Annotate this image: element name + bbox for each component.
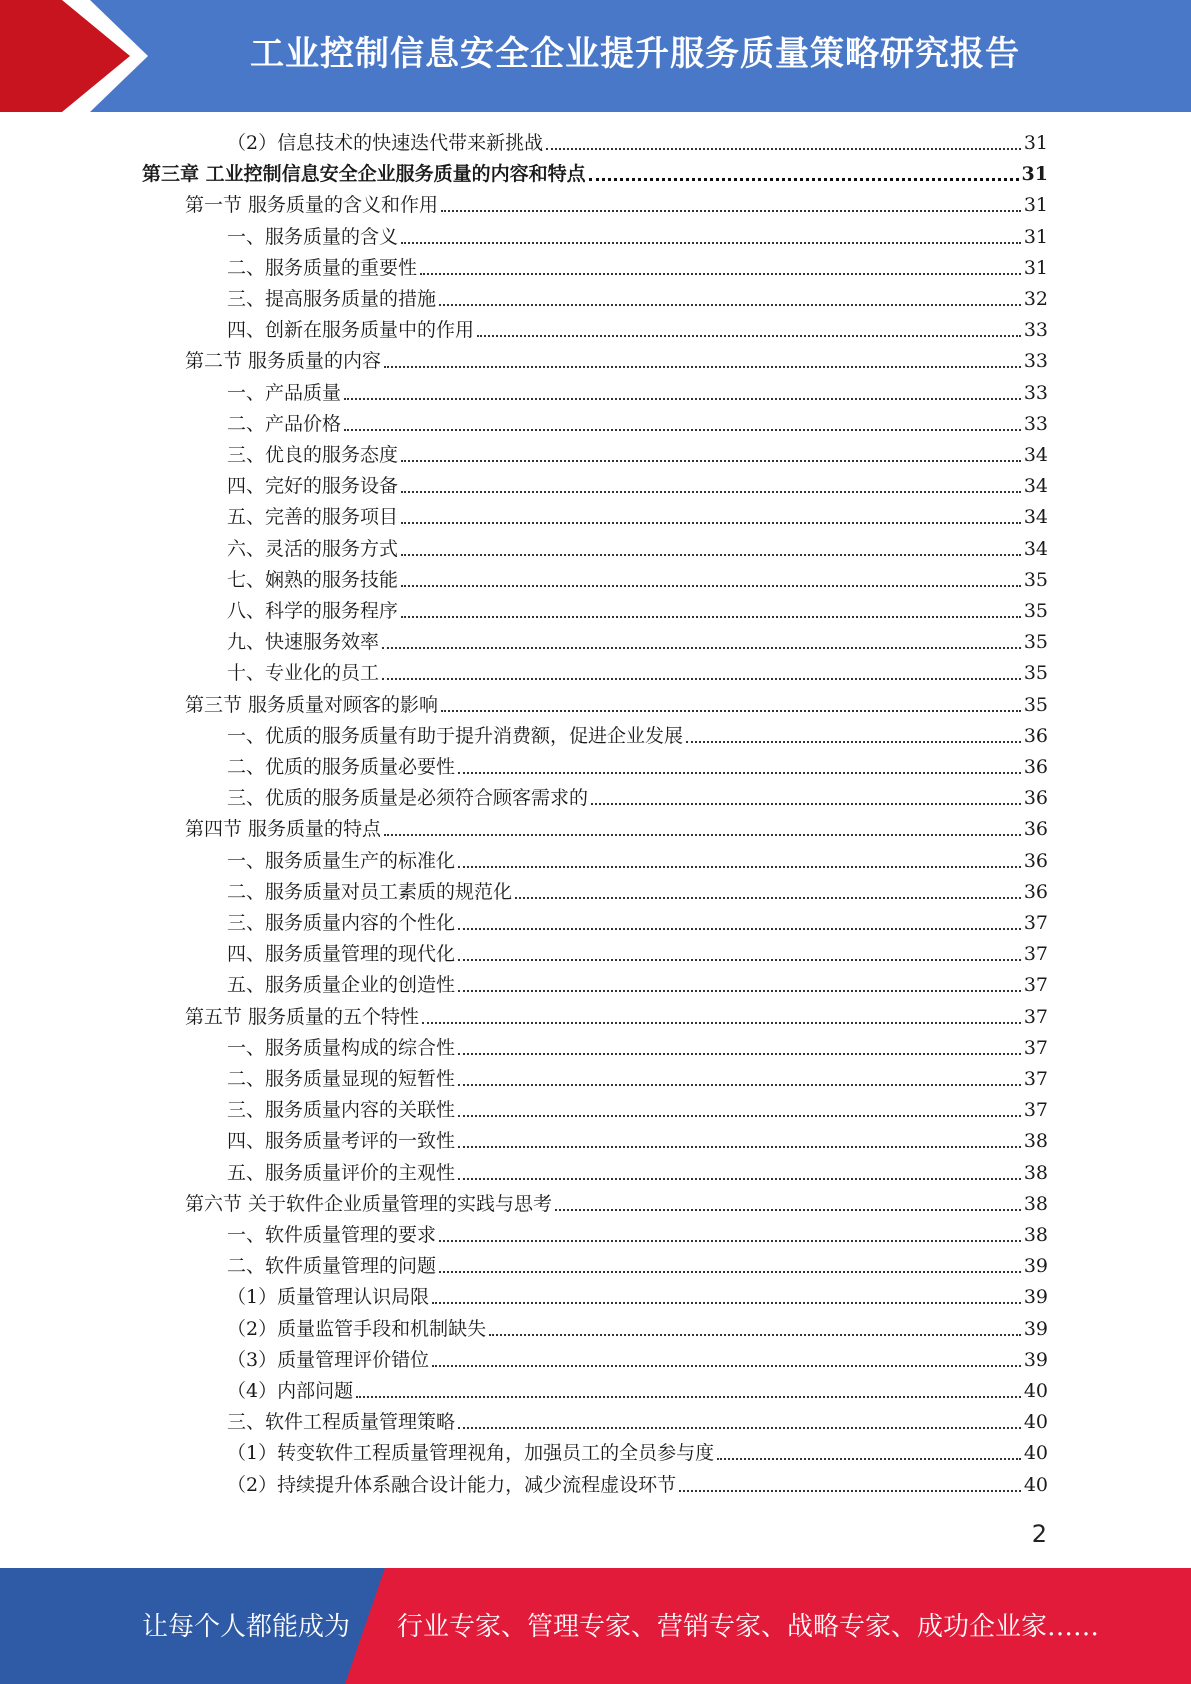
toc-entry[interactable] (227, 658, 1048, 686)
toc-dot-leader (458, 866, 1021, 868)
toc-dot-leader (546, 148, 1021, 150)
toc-entry-title: 五、完善的服务项目 (227, 506, 399, 528)
toc-dot-leader (477, 335, 1021, 337)
toc-entry-title: （1）质量管理认识局限 (227, 1286, 430, 1308)
toc-entry-page: 35 (1023, 569, 1048, 591)
toc-entry-title: 六、灵活的服务方式 (227, 538, 399, 560)
toc-entry-page: 36 (1023, 787, 1048, 809)
toc-entry-page: 37 (1023, 1099, 1048, 1121)
toc-entry[interactable] (227, 752, 1048, 780)
toc-entry[interactable] (227, 939, 1048, 967)
toc-entry-title: 一、服务质量生产的标准化 (227, 850, 456, 872)
toc-entry[interactable] (227, 783, 1048, 811)
toc-dot-leader (458, 959, 1021, 961)
toc-entry-title: 二、优质的服务质量必要性 (227, 756, 456, 778)
toc-dot-leader (717, 1458, 1021, 1460)
toc-entry-page: 34 (1023, 475, 1048, 497)
toc-entry-page: 34 (1023, 444, 1048, 466)
toc-dot-leader (382, 678, 1021, 680)
toc-entry-title: 四、完好的服务设备 (227, 475, 399, 497)
toc-entry[interactable] (185, 1189, 1048, 1217)
toc-dot-leader (401, 460, 1021, 462)
toc-entry-title: 三、服务质量内容的个性化 (227, 912, 456, 934)
toc-dot-leader (458, 990, 1021, 992)
toc-entry[interactable] (227, 1126, 1048, 1154)
toc-entry-page: 35 (1023, 631, 1048, 653)
toc-entry[interactable] (227, 721, 1048, 749)
toc-dot-leader (384, 834, 1021, 836)
toc-dot-leader (344, 398, 1021, 400)
toc-entry[interactable] (227, 1251, 1048, 1279)
toc-entry-page: 33 (1023, 382, 1048, 404)
toc-dot-leader (555, 1209, 1021, 1211)
toc-entry-title: 三、软件工程质量管理策略 (227, 1411, 456, 1433)
toc-entry-title: 三、优质的服务质量是必须符合顾客需求的 (227, 787, 589, 809)
toc-entry-page: 37 (1023, 1037, 1048, 1059)
toc-dot-leader (591, 803, 1021, 805)
toc-entry-title: 五、服务质量评价的主观性 (227, 1162, 456, 1184)
toc-entry-title: 第三节 服务质量对顾客的影响 (185, 694, 439, 716)
toc-entry[interactable] (227, 378, 1048, 406)
toc-dot-leader (432, 1365, 1021, 1367)
page-header (0, 0, 1191, 112)
toc-entry-title: （3）质量管理评价错位 (227, 1349, 430, 1371)
toc-entry[interactable] (142, 159, 1048, 187)
toc-entry[interactable] (227, 596, 1048, 624)
toc-entry[interactable] (227, 1345, 1048, 1373)
toc-entry[interactable] (227, 1220, 1048, 1248)
toc-entry-title: 第六节 关于软件企业质量管理的实践与思考 (185, 1193, 553, 1215)
toc-dot-leader (439, 304, 1021, 306)
toc-entry-title: 一、优质的服务质量有助于提升消费额，促进企业发展 (227, 725, 684, 747)
toc-entry-page: 34 (1023, 506, 1048, 528)
toc-entry-page: 38 (1023, 1224, 1048, 1246)
toc-dot-leader (458, 1053, 1021, 1055)
toc-entry-title: 七、娴熟的服务技能 (227, 569, 399, 591)
toc-dot-leader (422, 1022, 1021, 1024)
toc-entry[interactable] (227, 534, 1048, 562)
toc-entry-title: 八、科学的服务程序 (227, 600, 399, 622)
toc-dot-leader (458, 1115, 1021, 1117)
toc-dot-leader (401, 242, 1021, 244)
toc-dot-leader (458, 1427, 1021, 1429)
toc-entry-page: 33 (1023, 413, 1048, 435)
toc-dot-leader (441, 210, 1021, 212)
toc-entry-page: 34 (1023, 538, 1048, 560)
toc-entry[interactable] (227, 1470, 1048, 1498)
toc-entry[interactable] (227, 846, 1048, 874)
toc-entry-title: 一、服务质量的含义 (227, 226, 399, 248)
toc-entry-title: （2）信息技术的快速迭代带来新挑战 (227, 132, 544, 154)
toc-entry-page: 35 (1023, 662, 1048, 684)
toc-entry-title: 二、服务质量的重要性 (227, 257, 418, 279)
toc-dot-leader (401, 522, 1021, 524)
toc-entry-page: 31 (1021, 163, 1048, 185)
toc-entry-title: 第五节 服务质量的五个特性 (185, 1006, 420, 1028)
toc-entry[interactable] (227, 970, 1048, 998)
toc-entry-page: 40 (1023, 1380, 1048, 1402)
toc-entry-title: （1）转变软件工程质量管理视角，加强员工的全员参与度 (227, 1442, 715, 1464)
toc-dot-leader (686, 741, 1021, 743)
toc-entry[interactable] (227, 1314, 1048, 1342)
toc-entry-page: 38 (1023, 1162, 1048, 1184)
toc-entry[interactable] (227, 1095, 1048, 1123)
toc-entry[interactable] (185, 814, 1048, 842)
toc-entry-page: 32 (1023, 288, 1048, 310)
toc-entry-title: （4）内部问题 (227, 1380, 354, 1402)
toc-entry[interactable] (185, 690, 1048, 718)
toc-dot-leader (382, 647, 1021, 649)
toc-entry[interactable] (227, 1064, 1048, 1092)
toc-entry-title: 第四节 服务质量的特点 (185, 818, 382, 840)
toc-entry-title: 一、软件质量管理的要求 (227, 1224, 437, 1246)
toc-entry-title: 一、产品质量 (227, 382, 342, 404)
toc-entry-title: 三、提高服务质量的措施 (227, 288, 437, 310)
toc-entry-title: 四、服务质量管理的现代化 (227, 943, 456, 965)
toc-entry-page: 38 (1023, 1193, 1048, 1215)
toc-entry[interactable] (227, 128, 1048, 156)
toc-entry[interactable] (227, 471, 1048, 499)
toc-entry-page: 31 (1023, 132, 1048, 154)
toc-entry-title: 二、服务质量对员工素质的规范化 (227, 881, 513, 903)
toc-entry-title: 九、快速服务效率 (227, 631, 380, 653)
toc-dot-leader (441, 710, 1021, 712)
toc-entry[interactable] (227, 1376, 1048, 1404)
toc-entry-page: 31 (1023, 257, 1048, 279)
toc-entry-page: 35 (1023, 600, 1048, 622)
toc-entry-page: 37 (1023, 1006, 1048, 1028)
toc-entry-page: 36 (1023, 881, 1048, 903)
toc-entry-title: 四、创新在服务质量中的作用 (227, 319, 475, 341)
toc-entry-title: 一、服务质量构成的综合性 (227, 1037, 456, 1059)
toc-dot-leader (458, 1084, 1021, 1086)
toc-entry-page: 33 (1023, 350, 1048, 372)
toc-entry-title: 五、服务质量企业的创造性 (227, 974, 456, 996)
toc-entry-page: 39 (1023, 1255, 1048, 1277)
toc-entry[interactable] (227, 315, 1048, 343)
toc-entry[interactable] (227, 1438, 1048, 1466)
toc-dot-leader (356, 1396, 1021, 1398)
toc-entry-page: 39 (1023, 1349, 1048, 1371)
toc-entry-title: 三、优良的服务态度 (227, 444, 399, 466)
toc-entry-page: 31 (1023, 226, 1048, 248)
toc-entry-title: （2）质量监管手段和机制缺失 (227, 1318, 487, 1340)
toc-entry-title: 第一节 服务质量的含义和作用 (185, 194, 439, 216)
toc-entry-page: 31 (1023, 194, 1048, 216)
toc-entry[interactable] (227, 284, 1048, 312)
toc-entry-page: 37 (1023, 974, 1048, 996)
toc-entry-title: 四、服务质量考评的一致性 (227, 1130, 456, 1152)
toc-entry[interactable] (227, 409, 1048, 437)
toc-entry-title: 三、服务质量内容的关联性 (227, 1099, 456, 1121)
toc-dot-leader (458, 772, 1021, 774)
toc-dot-leader (458, 928, 1021, 930)
toc-dot-leader (401, 616, 1021, 618)
toc-dot-leader (432, 1302, 1021, 1304)
toc-entry[interactable] (227, 908, 1048, 936)
toc-entry-page: 36 (1023, 756, 1048, 778)
toc-entry[interactable] (185, 190, 1048, 218)
toc-entry[interactable] (227, 1407, 1048, 1435)
toc-entry[interactable] (227, 877, 1048, 905)
toc-entry-title: （2）持续提升体系融合设计能力，减少流程虚设环节 (227, 1474, 677, 1496)
toc-dot-leader (458, 1178, 1021, 1180)
toc-dot-leader (420, 273, 1021, 275)
toc-entry-page: 40 (1023, 1474, 1048, 1496)
toc-entry[interactable] (227, 1033, 1048, 1061)
report-title: 工业控制信息安全企业提升服务质量策略研究报告 (250, 34, 1020, 74)
footer-slogan-left: 让每个人都能成为 (142, 1612, 351, 1642)
toc-entry-page: 35 (1023, 694, 1048, 716)
toc-dot-leader (679, 1490, 1021, 1492)
toc-entry-page: 37 (1023, 912, 1048, 934)
toc-dot-leader (589, 178, 1019, 181)
toc-entry[interactable] (227, 1158, 1048, 1186)
toc-entry-title: 二、产品价格 (227, 413, 342, 435)
toc-entry-title: 二、服务质量显现的短暂性 (227, 1068, 456, 1090)
toc-entry-title: 二、软件质量管理的问题 (227, 1255, 437, 1277)
toc-entry[interactable] (227, 502, 1048, 530)
toc-entry-page: 39 (1023, 1286, 1048, 1308)
toc-entry-page: 40 (1023, 1411, 1048, 1433)
toc-entry[interactable] (185, 1002, 1048, 1030)
toc-dot-leader (515, 897, 1021, 899)
toc-dot-leader (401, 585, 1021, 587)
toc-entry[interactable] (227, 222, 1048, 250)
toc-entry[interactable] (227, 565, 1048, 593)
toc-entry-title: 第二节 服务质量的内容 (185, 350, 382, 372)
toc-entry-page: 39 (1023, 1318, 1048, 1340)
toc-dot-leader (401, 554, 1021, 556)
toc-entry-title: 十、专业化的员工 (227, 662, 380, 684)
toc-dot-leader (489, 1334, 1021, 1336)
toc-dot-leader (458, 1146, 1021, 1148)
toc-entry[interactable] (227, 253, 1048, 281)
toc-dot-leader (439, 1240, 1021, 1242)
toc-entry-page: 33 (1023, 319, 1048, 341)
toc-entry-page: 38 (1023, 1130, 1048, 1152)
footer-slogan-right: 行业专家、管理专家、营销专家、战略专家、成功企业家…… (397, 1612, 1100, 1642)
toc-dot-leader (439, 1271, 1021, 1273)
toc-dot-leader (344, 429, 1021, 431)
page-footer (0, 1568, 1191, 1684)
toc-entry-page: 37 (1023, 1068, 1048, 1090)
toc-entry[interactable] (227, 1282, 1048, 1310)
toc-entry-page: 36 (1023, 818, 1048, 840)
toc-entry-page: 36 (1023, 725, 1048, 747)
toc-dot-leader (384, 366, 1021, 368)
toc-entry[interactable] (227, 627, 1048, 655)
toc-dot-leader (401, 491, 1021, 493)
toc-entry-page: 37 (1023, 943, 1048, 965)
page-number: 2 (1031, 1520, 1047, 1548)
toc-entry[interactable] (185, 346, 1048, 374)
toc-entry-title: 第三章 工业控制信息安全企业服务质量的内容和特点 (142, 163, 586, 185)
toc-entry[interactable] (227, 440, 1048, 468)
toc-entry-page: 40 (1023, 1442, 1048, 1464)
toc-entry-page: 36 (1023, 850, 1048, 872)
